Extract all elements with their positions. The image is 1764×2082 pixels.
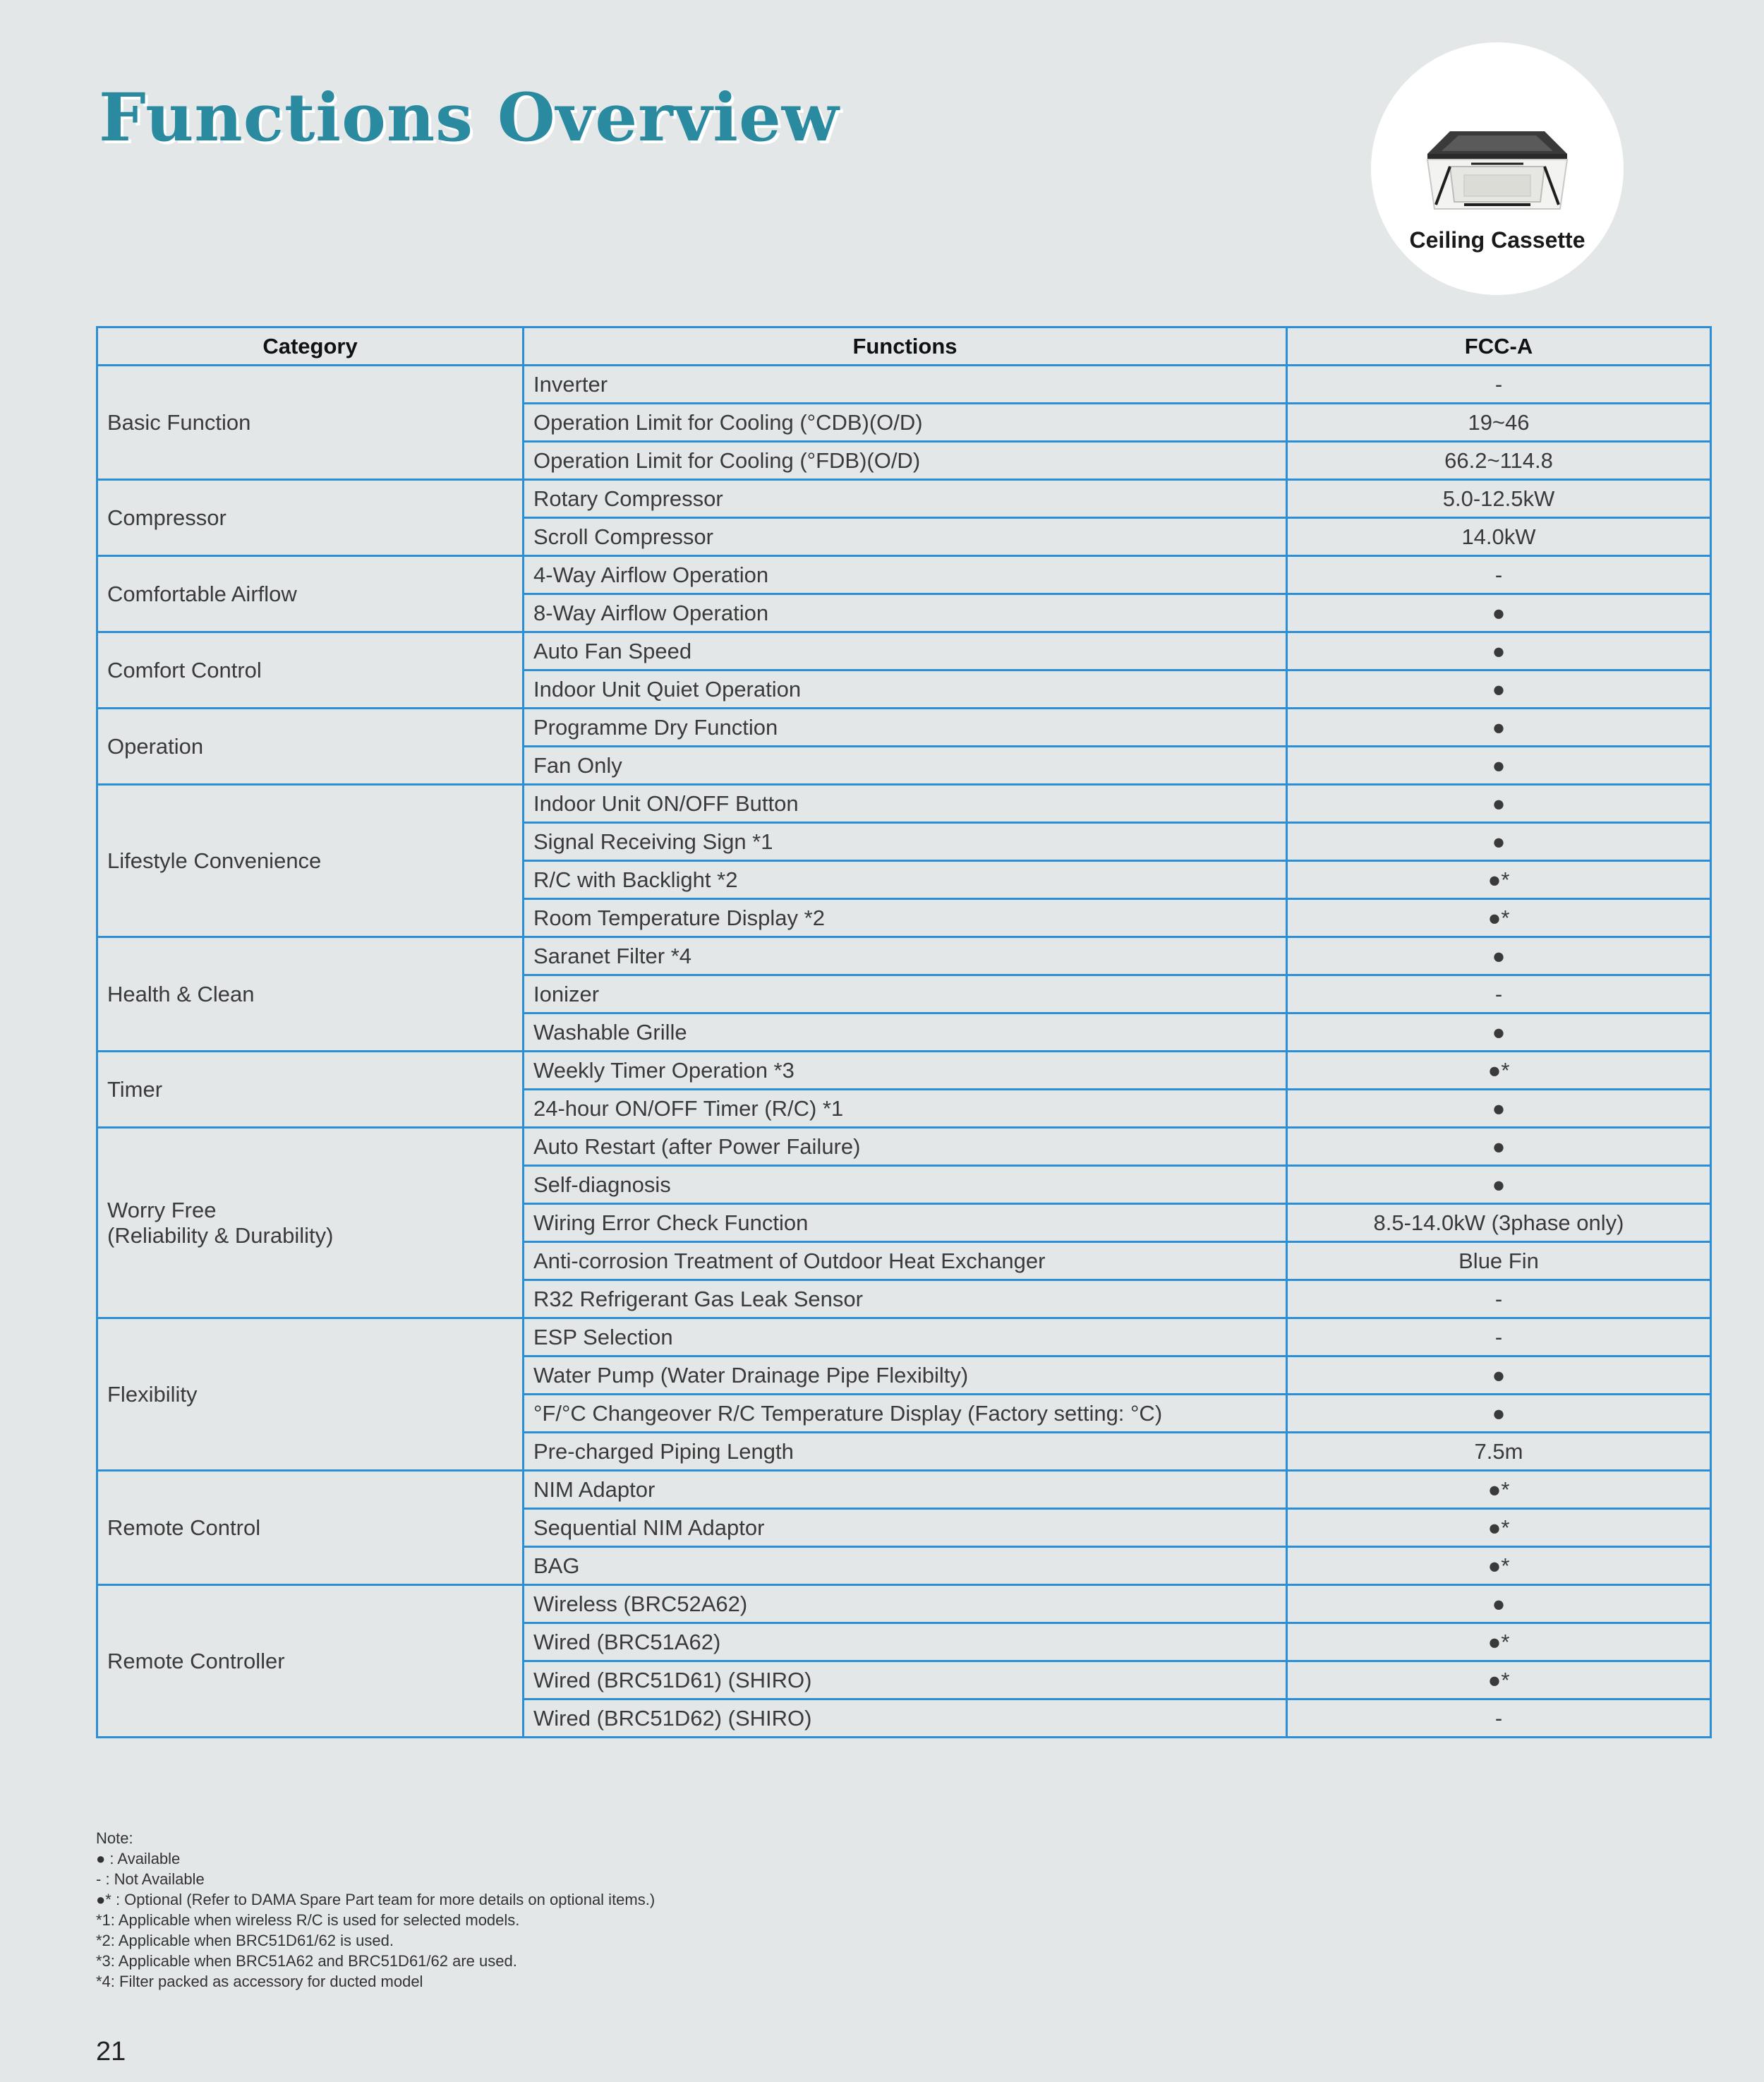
function-cell: Wiring Error Check Function: [524, 1204, 1287, 1242]
category-cell: [97, 937, 524, 1052]
note-line: ●* : Optional (Refer to DAMA Spare Part team for more details on optional items.): [96, 1891, 656, 1908]
category-label: (Reliability & Durability): [107, 1222, 334, 1248]
function-cell: Auto Restart (after Power Failure): [524, 1128, 1287, 1166]
value-cell: ●: [1287, 632, 1711, 670]
note-line: *1: Applicable when wireless R/C is used for selected models.: [96, 1911, 520, 1929]
value-cell: ●: [1287, 823, 1711, 861]
function-cell: Auto Fan Speed: [524, 632, 1287, 670]
table-header-row: [97, 327, 1711, 366]
category-label: Comfort Control: [107, 657, 262, 682]
value-cell: ●*: [1287, 1471, 1711, 1509]
value-cell: ●: [1287, 1090, 1711, 1128]
function-cell: Wired (BRC51A62): [524, 1623, 1287, 1661]
function-cell: Scroll Compressor: [524, 518, 1287, 556]
value-cell: ●: [1287, 1013, 1711, 1052]
value-cell: ●*: [1287, 861, 1711, 899]
function-cell: Weekly Timer Operation *3: [524, 1052, 1287, 1090]
category-cell: [97, 1471, 524, 1585]
function-cell: BAG: [524, 1547, 1287, 1585]
table-row: [97, 785, 1711, 823]
category-header: Category: [97, 327, 524, 366]
value-cell: -: [1287, 366, 1711, 404]
value-cell: ●: [1287, 709, 1711, 747]
function-cell: Inverter: [524, 366, 1287, 404]
function-cell: Wireless (BRC52A62): [524, 1585, 1287, 1623]
table-row: [97, 1128, 1711, 1166]
category-cell: [97, 785, 524, 937]
table-row: [97, 1585, 1711, 1623]
page-title: Functions Overview: [99, 79, 840, 157]
category-cell: [97, 480, 524, 556]
value-cell: ●: [1287, 1166, 1711, 1204]
value-cell: ●*: [1287, 1509, 1711, 1547]
value-cell: -: [1287, 1699, 1711, 1738]
value-cell: ●: [1287, 785, 1711, 823]
category-label: Remote Controller: [107, 1648, 285, 1673]
function-cell: 4-Way Airflow Operation: [524, 556, 1287, 594]
value-cell: ●: [1287, 1128, 1711, 1166]
table-body: [97, 366, 1711, 1738]
category-cell: [97, 632, 524, 709]
value-cell: 66.2~114.8: [1287, 442, 1711, 480]
value-cell: -: [1287, 1280, 1711, 1318]
category-label: Timer: [107, 1076, 163, 1102]
category-label: Flexibility: [107, 1381, 198, 1407]
function-cell: Sequential NIM Adaptor: [524, 1509, 1287, 1547]
function-cell: Water Pump (Water Drainage Pipe Flexibilty): [524, 1356, 1287, 1395]
category-cell: [97, 1052, 524, 1128]
function-cell: Anti-corrosion Treatment of Outdoor Heat Exchanger: [524, 1242, 1287, 1280]
function-cell: R/C with Backlight *2: [524, 861, 1287, 899]
function-cell: Indoor Unit Quiet Operation: [524, 670, 1287, 709]
category-cell: [97, 1318, 524, 1471]
value-cell: 8.5-14.0kW (3phase only): [1287, 1204, 1711, 1242]
functions-table-container: [96, 326, 1712, 1738]
function-cell: NIM Adaptor: [524, 1471, 1287, 1509]
value-cell: ●*: [1287, 899, 1711, 937]
value-cell: -: [1287, 975, 1711, 1013]
value-cell: ●*: [1287, 1052, 1711, 1090]
function-cell: Pre-charged Piping Length: [524, 1433, 1287, 1471]
table-row: [97, 632, 1711, 670]
category-cell: [97, 709, 524, 785]
value-cell: ●: [1287, 1585, 1711, 1623]
value-cell: ●: [1287, 937, 1711, 975]
ceiling-cassette-icon: [1422, 126, 1573, 217]
table-row: [97, 1471, 1711, 1509]
function-cell: Self-diagnosis: [524, 1166, 1287, 1204]
value-cell: 7.5m: [1287, 1433, 1711, 1471]
category-label: Operation: [107, 733, 204, 759]
function-cell: Operation Limit for Cooling (°CDB)(O/D): [524, 404, 1287, 442]
category-cell: [97, 366, 524, 480]
function-cell: Ionizer: [524, 975, 1287, 1013]
note-line: ● : Available: [96, 1850, 181, 1867]
functions-table: [96, 326, 1712, 1738]
category-cell: [97, 1128, 524, 1318]
table-row: [97, 480, 1711, 518]
table-row: [97, 556, 1711, 594]
function-cell: R32 Refrigerant Gas Leak Sensor: [524, 1280, 1287, 1318]
function-cell: Operation Limit for Cooling (°FDB)(O/D): [524, 442, 1287, 480]
function-cell: Saranet Filter *4: [524, 937, 1287, 975]
category-cell: [97, 556, 524, 632]
table-row: [97, 366, 1711, 404]
notes: [96, 1828, 655, 1992]
function-cell: °F/°C Changeover R/C Temperature Display (Factory setting: °C): [524, 1395, 1287, 1433]
table-row: [97, 709, 1711, 747]
value-cell: -: [1287, 1318, 1711, 1356]
value-cell: 14.0kW: [1287, 518, 1711, 556]
function-cell: Room Temperature Display *2: [524, 899, 1287, 937]
function-cell: Programme Dry Function: [524, 709, 1287, 747]
product-badge: [1371, 42, 1624, 295]
function-cell: 8-Way Airflow Operation: [524, 594, 1287, 632]
category-label: Worry Free: [107, 1197, 217, 1222]
note-line: *4: Filter packed as accessory for ducted model: [96, 1973, 423, 1990]
function-cell: 24-hour ON/OFF Timer (R/C) *1: [524, 1090, 1287, 1128]
table-row: [97, 937, 1711, 975]
value-cell: ●*: [1287, 1547, 1711, 1585]
product-label: Ceiling Cassette: [1409, 227, 1585, 253]
value-cell: Blue Fin: [1287, 1242, 1711, 1280]
function-cell: ESP Selection: [524, 1318, 1287, 1356]
function-cell: Fan Only: [524, 747, 1287, 785]
note-line: - : Not Available: [96, 1870, 205, 1888]
category-label: Compressor: [107, 505, 226, 530]
function-cell: Washable Grille: [524, 1013, 1287, 1052]
note-line: *3: Applicable when BRC51A62 and BRC51D61/62 are used.: [96, 1952, 517, 1970]
notes-heading: Note:: [96, 1829, 133, 1847]
value-cell: ●: [1287, 1395, 1711, 1433]
function-cell: Indoor Unit ON/OFF Button: [524, 785, 1287, 823]
value-cell: 19~46: [1287, 404, 1711, 442]
note-line: *2: Applicable when BRC51D61/62 is used.: [96, 1932, 394, 1949]
category-label: Basic Function: [107, 409, 251, 435]
value-cell: ●*: [1287, 1623, 1711, 1661]
table-row: [97, 1318, 1711, 1356]
category-label: Remote Control: [107, 1515, 261, 1540]
value-cell: -: [1287, 556, 1711, 594]
category-label: Health & Clean: [107, 981, 255, 1006]
value-cell: ●: [1287, 594, 1711, 632]
value-cell: ●*: [1287, 1661, 1711, 1699]
function-cell: Signal Receiving Sign *1: [524, 823, 1287, 861]
model-header: FCC-A: [1287, 327, 1711, 366]
category-label: Lifestyle Convenience: [107, 848, 322, 873]
category-cell: [97, 1585, 524, 1738]
category-label: Comfortable Airflow: [107, 581, 297, 606]
value-cell: 5.0-12.5kW: [1287, 480, 1711, 518]
functions-header: Functions: [524, 327, 1287, 366]
page-number: 21: [96, 2037, 126, 2066]
value-cell: ●: [1287, 670, 1711, 709]
function-cell: Wired (BRC51D61) (SHIRO): [524, 1661, 1287, 1699]
value-cell: ●: [1287, 747, 1711, 785]
function-cell: Wired (BRC51D62) (SHIRO): [524, 1699, 1287, 1738]
table-row: [97, 1052, 1711, 1090]
value-cell: ●: [1287, 1356, 1711, 1395]
function-cell: Rotary Compressor: [524, 480, 1287, 518]
